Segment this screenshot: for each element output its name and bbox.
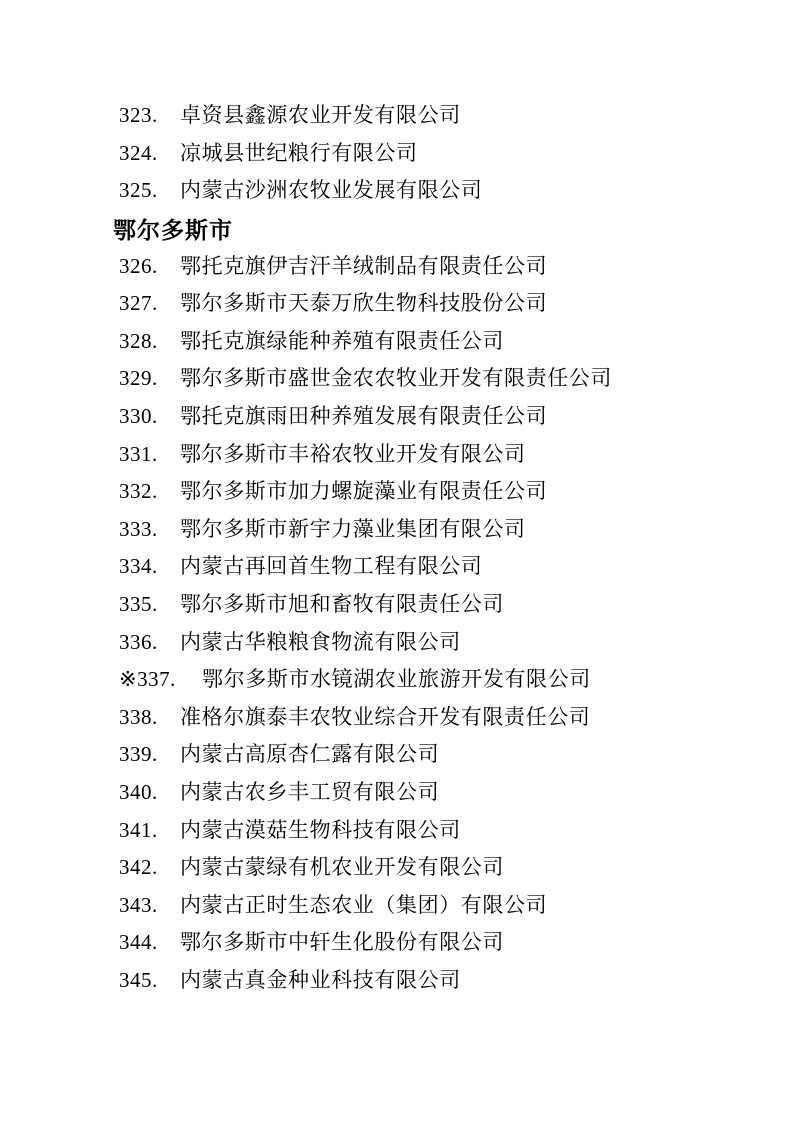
item-number: ※337. — [119, 667, 176, 692]
company-name: 内蒙古沙洲农牧业发展有限公司 — [180, 178, 483, 203]
company-name: 鄂托克旗绿能种养殖有限责任公司 — [180, 328, 504, 353]
item-number: 323. — [119, 103, 158, 128]
list-item — [0, 774, 793, 812]
item-number: 334. — [119, 554, 158, 579]
company-name: 鄂托克旗伊吉汗羊绒制品有限责任公司 — [180, 253, 548, 278]
item-number: 333. — [119, 516, 158, 541]
company-name: 内蒙古蒙绿有机农业开发有限公司 — [180, 855, 504, 880]
company-name: 内蒙古农乡丰工贸有限公司 — [180, 779, 440, 804]
company-list — [0, 97, 793, 999]
item-number: 340. — [119, 779, 158, 804]
item-number: 331. — [119, 441, 158, 466]
item-number: 327. — [119, 291, 158, 316]
list-item — [0, 135, 793, 173]
list-item — [0, 323, 793, 361]
company-name: 鄂尔多斯市水镜湖农业旅游开发有限公司 — [202, 667, 591, 692]
item-number: 332. — [119, 479, 158, 504]
company-name: 内蒙古真金种业科技有限公司 — [180, 967, 461, 992]
list-item — [0, 285, 793, 323]
list-item — [0, 360, 793, 398]
list-item — [0, 886, 793, 924]
list-item — [0, 247, 793, 285]
company-name: 鄂尔多斯市新宇力藻业集团有限公司 — [180, 516, 526, 541]
company-name: 凉城县世纪粮行有限公司 — [180, 140, 418, 165]
list-item — [0, 661, 793, 699]
list-item — [0, 398, 793, 436]
company-name: 鄂尔多斯市中轩生化股份有限公司 — [180, 930, 504, 955]
company-name: 内蒙古高原杏仁露有限公司 — [180, 742, 440, 767]
item-number: 338. — [119, 704, 158, 729]
item-number: 328. — [119, 328, 158, 353]
item-number: 326. — [119, 253, 158, 278]
item-number: 335. — [119, 592, 158, 617]
item-number: 324. — [119, 140, 158, 165]
item-number: 342. — [119, 855, 158, 880]
list-item — [0, 586, 793, 624]
company-name: 鄂尔多斯市丰裕农牧业开发有限公司 — [180, 441, 526, 466]
list-item — [0, 699, 793, 737]
company-name: 鄂尔多斯市旭和畜牧有限责任公司 — [180, 592, 504, 617]
item-number: 343. — [119, 892, 158, 917]
item-number: 329. — [119, 366, 158, 391]
company-name: 鄂尔多斯市天泰万欣生物科技股份公司 — [180, 291, 548, 316]
list-item — [0, 811, 793, 849]
list-item — [0, 623, 793, 661]
company-name: 内蒙古再回首生物工程有限公司 — [180, 554, 483, 579]
item-number: 330. — [119, 404, 158, 429]
item-number: 325. — [119, 178, 158, 203]
item-number: 341. — [119, 817, 158, 842]
company-name: 卓资县鑫源农业开发有限公司 — [180, 103, 461, 128]
company-name: 内蒙古正时生态农业（集团）有限公司 — [180, 892, 548, 917]
list-item — [0, 435, 793, 473]
company-name: 鄂托克旗雨田种养殖发展有限责任公司 — [180, 404, 548, 429]
list-item — [0, 97, 793, 135]
item-number: 345. — [119, 967, 158, 992]
item-number: 339. — [119, 742, 158, 767]
list-item — [0, 511, 793, 549]
company-name: 准格尔旗泰丰农牧业综合开发有限责任公司 — [180, 704, 591, 729]
list-item — [0, 962, 793, 1000]
list-item — [0, 736, 793, 774]
list-item — [0, 924, 793, 962]
item-number: 344. — [119, 930, 158, 955]
section-header: 鄂尔多斯市 — [113, 217, 233, 244]
item-number: 336. — [119, 629, 158, 654]
company-name: 内蒙古华粮粮食物流有限公司 — [180, 629, 461, 654]
list-item — [0, 849, 793, 887]
company-name: 鄂尔多斯市加力螺旋藻业有限责任公司 — [180, 479, 548, 504]
list-item — [0, 172, 793, 210]
list-item — [0, 473, 793, 511]
company-name: 内蒙古漠菇生物科技有限公司 — [180, 817, 461, 842]
company-name: 鄂尔多斯市盛世金农农牧业开发有限责任公司 — [180, 366, 612, 391]
list-item — [0, 548, 793, 586]
